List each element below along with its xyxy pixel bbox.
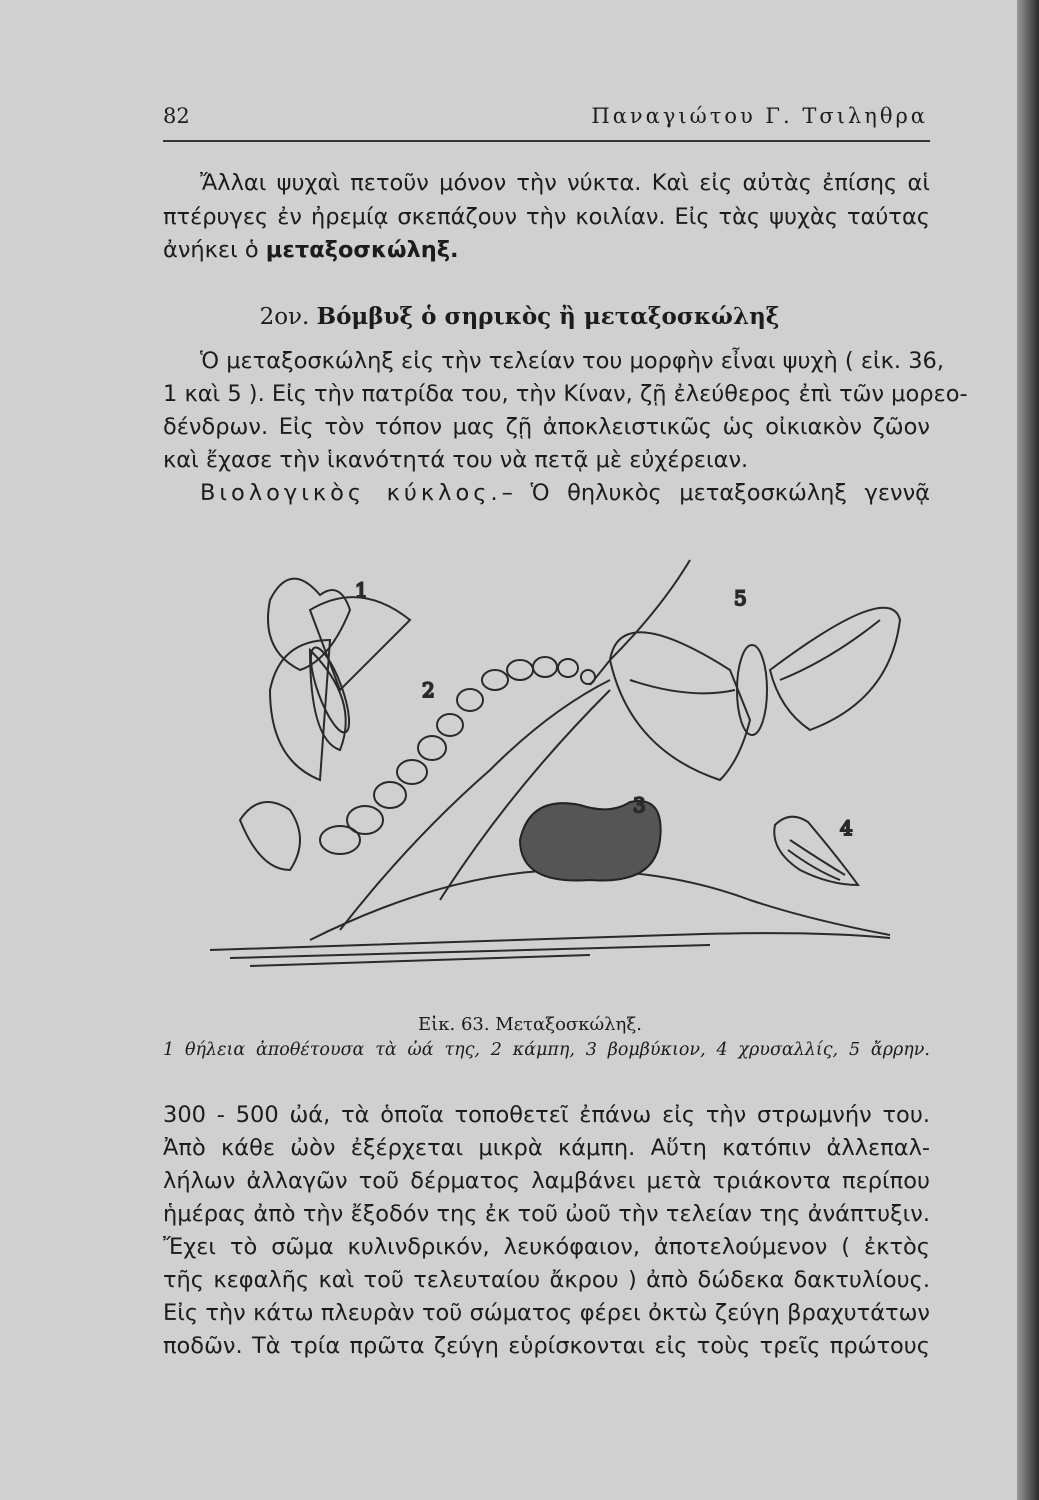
text-line: [200, 478, 930, 508]
running-head: Παναγιώτου Γ. Τσιληθρα: [591, 104, 928, 128]
female-moth: [270, 597, 410, 780]
text-line: [163, 235, 930, 265]
text-line: Ἔχει τὸ σῶμα κυλινδρικόν, λευκόφαιον, ἀποτελούμενον ( ἐκτὸς: [163, 1234, 930, 1260]
figure-label-4: 4: [840, 816, 853, 840]
text-line: 1 καὶ 5 ). Εἰς τὴν πατρίδα του, τὴν Κίναν, ζῇ ἐλεύθερος ἐπὶ τῶν μορεο-: [163, 381, 968, 407]
figure-label-3: 3: [633, 793, 646, 817]
section-number: 2ον.: [259, 304, 310, 330]
text-line: Ὁ μεταξοσκώληξ εἰς τὴν τελείαν του μορφὴν εἶναι ψυχὴ ( εἰκ. 36,: [200, 348, 944, 374]
section-title: Βόμβυξ ὁ σηρικὸς ἢ μεταξοσκώληξ: [316, 303, 780, 330]
figure-caption-legend: 1 θήλεια ἀποθέτουσα τὰ ὠά της, 2 κάμπη, 3 βομβύκιον, 4 χρυσαλλίς, 5 ἄρρην.: [163, 1040, 930, 1060]
figure-caption-title: Εἰκ. 63. Μεταξοσκώληξ.: [418, 1014, 642, 1035]
bold-term: μεταξοσκώληξ.: [265, 237, 459, 263]
text-line: Ἄλλαι ψυχαὶ πετοῦν μόνον τὴν νύκτα. Καὶ εἰς αὐτὰς ἐπίσης αἱ: [200, 170, 930, 196]
spaced-term: Βιολογικὸς κύκλος.: [200, 480, 502, 506]
text-line: ποδῶν. Τὰ τρία πρῶτα ζεύγη εὑρίσκονται εἰς τοὺς τρεῖς πρώτους: [163, 1333, 930, 1359]
header-rule: [163, 140, 930, 142]
text-line: ἡμέρας ἀπὸ τὴν ἔξοδόν της ἐκ τοῦ ὠοῦ τὴν τελείαν της ἀνάπτυξιν.: [163, 1201, 930, 1227]
ground-lines: [210, 870, 890, 966]
text-fragment: – Ὁ θηλυκὸς μεταξοσκώληξ γεννᾷ: [501, 480, 930, 506]
leaf: [268, 579, 350, 670]
section-heading: [0, 303, 1039, 330]
text-fragment: ἀνήκει ὁ: [163, 237, 266, 263]
silkworm-illustration: [190, 540, 990, 1000]
text-line: Εἰς τὴν κάτω πλευρὰν τοῦ σώματος φέρει ὀκτὼ ζεύγη βραχυτάτων: [163, 1300, 930, 1326]
figure-label-5: 5: [734, 586, 747, 610]
text-line: λήλων ἀλλαγῶν τοῦ δέρματος λαμβάνει μετὰ τριάκοντα περίπου: [163, 1168, 930, 1194]
page-number: 82: [163, 104, 190, 128]
male-moth: [610, 608, 900, 780]
leaf: [240, 802, 300, 870]
figure-label-1: 1: [355, 578, 368, 602]
text-line: δένδρων. Εἰς τὸν τόπον μας ζῇ ἀποκλειστικῶς ὡς οἰκιακὸν ζῶον: [163, 414, 930, 440]
text-line: 300 - 500 ὠά, τὰ ὁποῖα τοποθετεῖ ἐπάνω εἰς τὴν στρωμνήν του.: [163, 1102, 930, 1128]
scan-edge: [1017, 0, 1039, 1500]
antenna-stem: [590, 560, 690, 685]
text-line: τῆς κεφαλῆς καὶ τοῦ τελευταίου ἄκρου ) ἀπὸ δώδεκα δακτυλίους.: [163, 1267, 930, 1293]
text-line: πτέρυγες ἐν ἠρεμίᾳ σκεπάζουν τὴν κοιλίαν. Εἰς τὰς ψυχὰς ταύτας: [163, 204, 930, 230]
figure-label-2: 2: [422, 678, 435, 702]
text-line: καὶ ἔχασε τὴν ἱκανότητά του νὰ πετᾷ μὲ εὐχέρειαν.: [163, 447, 749, 473]
text-line: Ἀπὸ κάθε ὠὸν ἐξέρχεται μικρὰ κάμπη. Αὕτη κατόπιν ἀλλεπαλ-: [163, 1135, 930, 1161]
